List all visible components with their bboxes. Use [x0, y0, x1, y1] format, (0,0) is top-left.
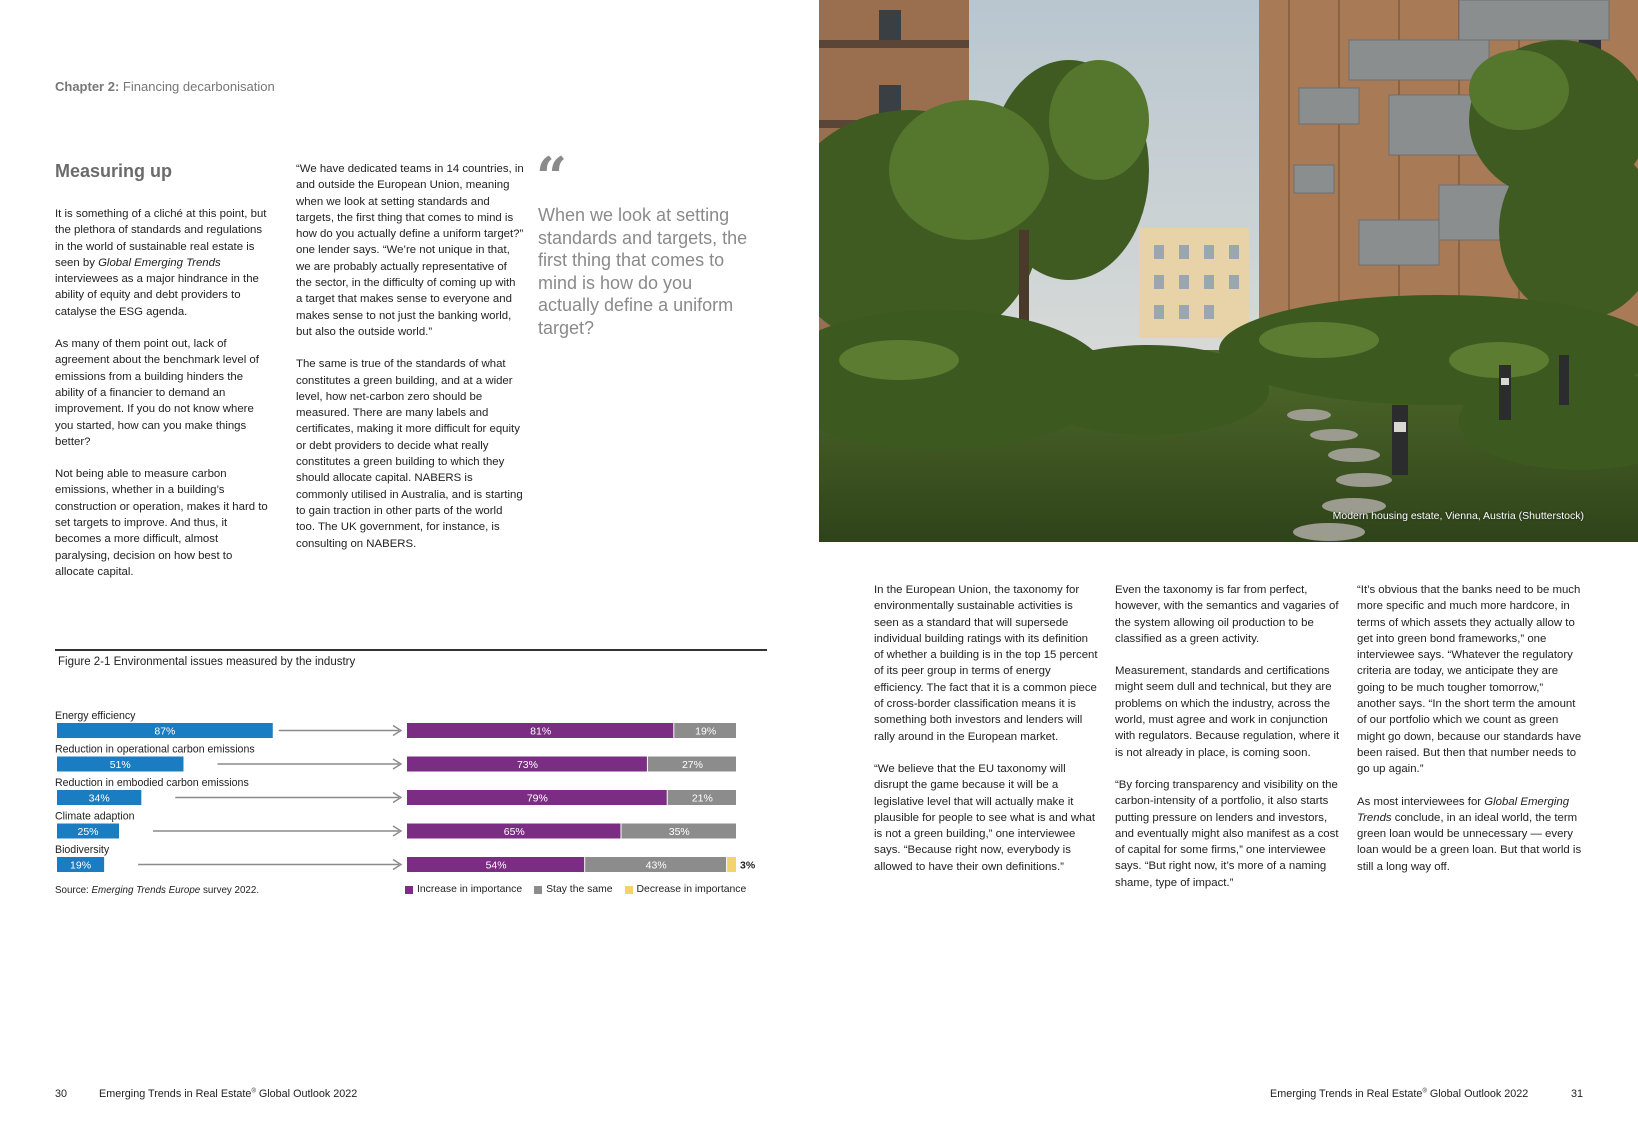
paragraph: [55, 206, 273, 320]
photo-caption: Modern housing estate, Vienna, Austria (Shutterstock): [1332, 510, 1584, 522]
left-column-2: [296, 161, 524, 568]
legend-label: Increase in importance: [417, 884, 523, 895]
segment-value-label: 35%: [668, 826, 690, 838]
source-prefix: Source:: [55, 885, 92, 896]
footer-reg: ®: [251, 1088, 256, 1095]
bar-chart: [40, 700, 780, 880]
segment-value-label: 79%: [526, 792, 548, 805]
paragraph: Even the taxonomy is far from perfect, however, with the semantics and vagaries of the system allowing oil production to be classified as a green activity.: [1115, 584, 1339, 645]
footer-title: Emerging Trends in Real Estate: [1270, 1088, 1423, 1100]
legend-item-increase: [405, 884, 522, 895]
footer-title: Emerging Trends in Real Estate: [99, 1088, 252, 1100]
paragraph: Measurement, standards and certifications might seem dull and technical, but they are problems on which the industry, across the world, must agree and work in conjunction with regulators. Because regulation, where it is not already in place, is coming soon.: [1115, 665, 1340, 759]
measured-value-label: 87%: [154, 725, 176, 738]
text-run: It is something of a cliché at this point, but the plethora of standards and regulations in the world of sustainable real estate is seen by: [55, 208, 267, 269]
text-run: conclude, in an ideal world, the term green loan would be unnecessary — every loan would be a green loan. But that world is still a long way off.: [1357, 811, 1582, 873]
legend-label: Stay the same: [546, 884, 613, 895]
housing-estate-photo: [819, 0, 1638, 542]
footer-reg: ®: [1422, 1088, 1427, 1095]
legend-item-same: [534, 884, 612, 895]
quote-mark-icon: “: [536, 145, 568, 209]
segment-value-label: 43%: [645, 859, 667, 872]
paragraph: In the European Union, the taxonomy for environmentally sustainable activities is seen as a standard that will supersede individual building ratings with its definition of whether a building is in the top 15 percent of its peer group in terms of energy efficiency. The fact that it is a common piece of cross-border classification means it is something both investors and lenders will rally around in the European market.: [874, 584, 1098, 743]
measured-value-label: 19%: [70, 859, 92, 872]
segment-value-label: 19%: [695, 725, 717, 738]
legend-swatch: [534, 886, 542, 894]
source-suffix: survey 2022.: [200, 885, 260, 896]
category-label: Reduction in embodied carbon emissions: [55, 777, 249, 789]
segment-value-label: 3%: [740, 859, 756, 872]
page-number-right: 31: [1571, 1088, 1584, 1100]
source-name: Emerging Trends Europe: [91, 885, 201, 896]
figure-rule: [55, 649, 767, 651]
text-run: As most interviewees for: [1357, 795, 1485, 808]
legend-label: Decrease in importance: [636, 884, 747, 895]
footer-left: [99, 1088, 357, 1100]
figure-title: [58, 656, 355, 668]
right-column-2: [1115, 582, 1341, 907]
segment-value-label: 65%: [503, 826, 525, 838]
text-run-italic: Global Emerging Trends: [1357, 795, 1570, 824]
legend-swatch: [405, 886, 413, 894]
paragraph: “It’s obvious that the banks need to be much more specific and much more hardcore, in terms of which assets they actually allow to get into green bond frameworks,” one interviewee says. “Whatever the regulatory criteria are today, we anticipate they are going to be much tougher tomorrow,” another says. “In the short term the amount of our portfolio which we count as green might go down, because our standards have been raised. But then that number needs to go up again.”: [1357, 584, 1582, 776]
photo-illustration: [819, 0, 1638, 542]
paragraph: The same is true of the standards of what constitutes a green building, and at a wider level, how net-carbon zero should be measured. There are many labels and certificates, making it more difficult for equity or debt providers to decide what really constitutes a green building to which they should allocate capital. NABERS is commonly utilised in Australia, and is starting to gain traction in other parts of the world too. The UK government, for instance, is consulting on NABERS.: [296, 358, 523, 550]
paragraph: [1357, 794, 1583, 875]
figure-label: Figure 2-1: [58, 656, 111, 668]
footer-suffix: Global Outlook 2022: [1426, 1088, 1529, 1100]
text-run: interviewees as a major hindrance in the ability of equity and debt providers to catalyse the ESG agenda.: [55, 273, 259, 318]
paragraph: Not being able to measure carbon emissions, whether in a building’s construction or operation, makes it hard to set targets to improve. And thus, it becomes a more difficult, almost paralysing, decision on how best to allocate capital.: [55, 468, 268, 578]
text-run-italic: Global Emerging Trends: [98, 256, 221, 269]
measured-value-label: 51%: [109, 759, 131, 771]
segment-value-label: 27%: [681, 759, 703, 771]
chapter-header: [55, 79, 275, 94]
right-column-3: [1357, 582, 1583, 891]
segment-value-label: 81%: [530, 725, 552, 738]
segment-value-label: 54%: [485, 859, 507, 872]
segment-value-label: 73%: [516, 759, 538, 771]
segment-value-label: 21%: [691, 792, 713, 805]
section-heading: Measuring up: [55, 161, 173, 181]
category-label: Reduction in operational carbon emissions: [55, 743, 255, 756]
paragraph: “By forcing transparency and visibility on the carbon-intensity of a portfolio, it also starts putting pressure on lenders and investors, and eventually might also manifest as a cost of capital for some firms,” one interviewee says. “But right now, it’s more of a naming shame, type of impact.”: [1115, 778, 1339, 889]
footer-right: [1270, 1088, 1528, 1100]
measured-value-label: 34%: [88, 792, 110, 805]
category-label: Biodiversity: [55, 844, 110, 856]
chapter-title: Financing decarbonisation: [122, 79, 275, 94]
measured-value-label: 25%: [77, 826, 99, 838]
right-column-1: [874, 582, 1100, 891]
paragraph: As many of them point out, lack of agreement about the benchmark level of emissions from a building hinders the ability of a financier to demand an improvement. If you do not know where you started, how can you make things better?: [55, 338, 259, 448]
figure-caption: Environmental issues measured by the industry: [113, 656, 356, 668]
figure-source: [55, 885, 259, 896]
category-label: Climate adaption: [55, 810, 135, 823]
footer-suffix: Global Outlook 2022: [255, 1088, 358, 1100]
legend-swatch: [625, 886, 633, 894]
page-number-left: 30: [55, 1088, 68, 1100]
stacked-bar-segment: [727, 857, 736, 872]
pull-quote: When we look at setting standards and targets, the first thing that comes to mind is how do you actually define a uniform target?: [538, 205, 748, 338]
chapter-label: Chapter 2:: [55, 79, 120, 94]
chart-legend: [405, 884, 746, 895]
legend-item-decrease: [625, 884, 747, 895]
paragraph: “We believe that the EU taxonomy will disrupt the game because it will be a legislative level that will actually make it plausible for people to see what is and what is not a green building,” one interviewee says. “Because right now, everybody is allowed to have their own definitions.”: [874, 762, 1095, 873]
left-column-1: [55, 206, 273, 596]
category-label: Energy efficiency: [55, 710, 136, 722]
paragraph: “We have dedicated teams in 14 countries, in and outside the European Union, meaning when we look at setting standards and targets, the first thing that comes to mind is how do you actually define a uniform target?” one lender says. “We’re not unique in that, we are probably actually representative of the sector, in the difficulty of coming up with a target that makes sense to everyone and makes sense to not just the banking world, but also the outside world.”: [296, 163, 524, 338]
